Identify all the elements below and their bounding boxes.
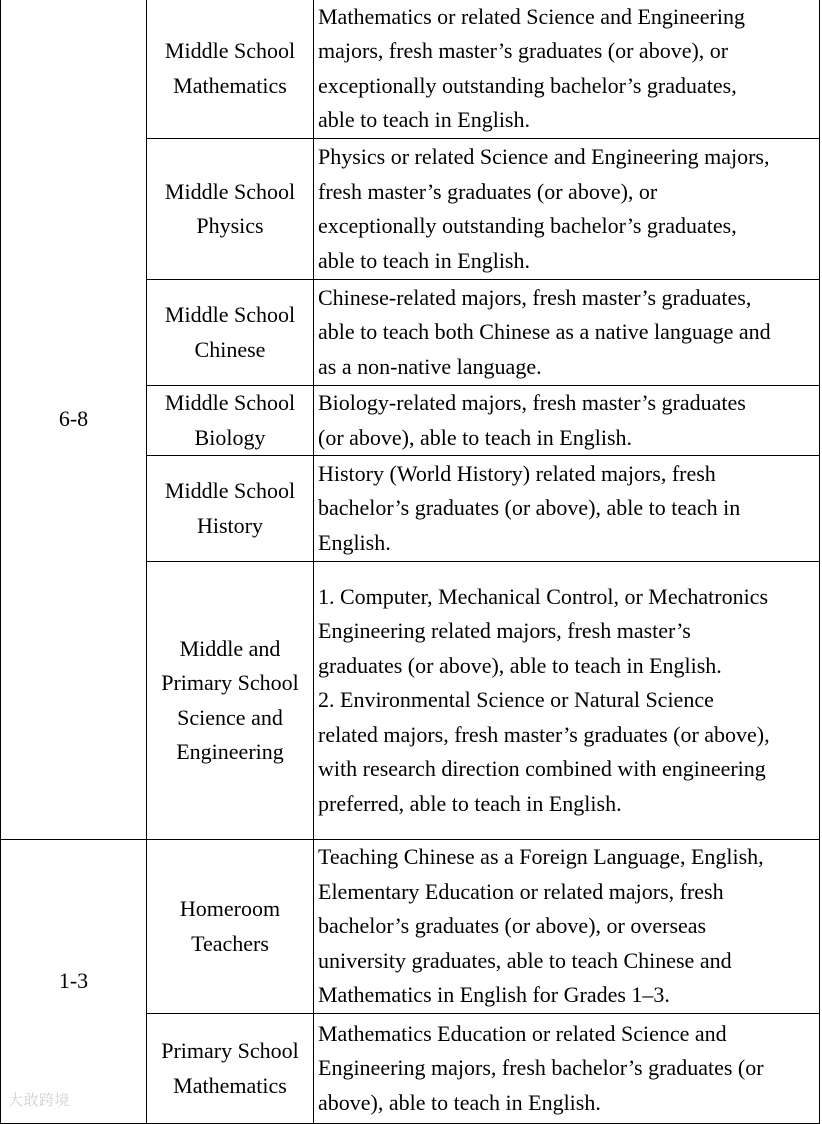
- requirement-line: bachelor’s graduates (or above), or overseas: [318, 913, 707, 939]
- subject-cell: [147, 0, 314, 139]
- subject-cell: [147, 456, 314, 562]
- subject-line: Middle School: [164, 178, 296, 204]
- subject-line: Chinese: [194, 336, 266, 362]
- requirement-line: exceptionally outstanding bachelor’s graduates,: [318, 72, 737, 98]
- requirement-line: majors, fresh master’s graduates (or above), or: [318, 38, 729, 63]
- requirement-line: exceptionally outstanding bachelor’s graduates,: [318, 213, 737, 238]
- requirement-line: Chinese-related majors, fresh master’s graduates,: [318, 284, 752, 310]
- requirement-line: History (World History) related majors, fresh: [318, 460, 716, 486]
- requirement-line: English.: [318, 529, 391, 555]
- grade-cell-6-8: [1, 0, 147, 840]
- requirement-line: preferred, able to teach in English.: [318, 790, 622, 816]
- requirement-line: Mathematics Education or related Science and: [318, 1020, 727, 1046]
- subject-line: Primary School: [161, 1038, 299, 1063]
- requirement-line: Mathematics or related Science and Engineering: [318, 3, 745, 29]
- requirement-line: above), able to teach in English.: [318, 1089, 601, 1115]
- subject-line: Primary School: [161, 670, 299, 695]
- subject-line: Homeroom: [179, 896, 281, 921]
- requirements-cell: [314, 0, 820, 139]
- requirement-line: bachelor’s graduates (or above), able to teach in: [318, 495, 741, 521]
- requirement-line: 2. Environmental Science or Natural Science: [318, 687, 714, 713]
- subject-line: Physics: [196, 213, 264, 238]
- requirements-cell: [314, 456, 820, 562]
- requirement-line: with research direction combined with engineering: [318, 756, 766, 782]
- grade-cell-1-3: [1, 840, 147, 1124]
- requirement-line: Physics or related Science and Engineering majors,: [318, 144, 770, 169]
- subject-cell: [147, 139, 314, 280]
- requirements-cell: [314, 562, 820, 840]
- requirement-line: fresh master’s graduates (or above), or: [318, 178, 658, 204]
- subject-line: Engineering: [176, 739, 284, 764]
- watermark: 大敢跨境: [8, 1091, 71, 1109]
- requirement-line: graduates (or above), able to teach in English.: [318, 652, 722, 678]
- requirement-line: 1. Computer, Mechanical Control, or Mechatronics: [318, 583, 769, 609]
- requirements-cell: [314, 840, 820, 1014]
- grade-label: 6-8: [58, 405, 89, 431]
- subject-line: Teachers: [191, 930, 269, 956]
- subject-cell: [147, 562, 314, 840]
- subject-cell: [147, 280, 314, 386]
- requirements-cell: [314, 139, 820, 280]
- subject-line: Middle and: [179, 635, 281, 661]
- subject-cell: [147, 386, 314, 456]
- table-row: [1, 840, 820, 1014]
- requirements-cell: [314, 386, 820, 456]
- requirement-line: able to teach in English.: [318, 107, 530, 132]
- subject-line: Science and: [177, 704, 283, 730]
- subject-line: Middle School: [164, 38, 296, 63]
- grade-label: 1-3: [58, 968, 89, 994]
- requirement-line: able to teach in English.: [318, 247, 530, 273]
- requirement-line: Mathematics in English for Grades 1–3.: [318, 982, 670, 1008]
- requirements-cell: [314, 280, 820, 386]
- requirement-line: Elementary Education or related majors, fresh: [318, 878, 724, 904]
- requirement-line: Biology-related majors, fresh master’s graduates: [318, 390, 746, 415]
- subject-cell: [147, 840, 314, 1014]
- requirement-line: related majors, fresh master’s graduates (or above),: [318, 721, 770, 747]
- subject-line: Middle School: [164, 302, 296, 327]
- subject-line: Biology: [194, 424, 266, 450]
- subject-line: Mathematics: [173, 1072, 287, 1098]
- requirement-line: as a non-native language.: [318, 353, 542, 379]
- table-row: [1, 0, 820, 139]
- requirement-line: Teaching Chinese as a Foreign Language, English,: [318, 844, 764, 870]
- requirements-cell: [314, 1014, 820, 1124]
- subject-line: Mathematics: [173, 72, 287, 98]
- requirement-line: Engineering related majors, fresh master’s: [318, 618, 691, 644]
- subject-cell: [147, 1014, 314, 1124]
- requirement-line: (or above), able to teach in English.: [318, 424, 633, 450]
- requirement-line: university graduates, able to teach Chinese and: [318, 947, 732, 973]
- subject-line: Middle School: [164, 478, 296, 503]
- requirement-line: able to teach both Chinese as a native language and: [318, 319, 771, 345]
- subject-line: Middle School: [164, 390, 296, 415]
- requirement-line: Engineering majors, fresh bachelor’s graduates (or: [318, 1055, 764, 1081]
- subject-line: History: [197, 512, 263, 538]
